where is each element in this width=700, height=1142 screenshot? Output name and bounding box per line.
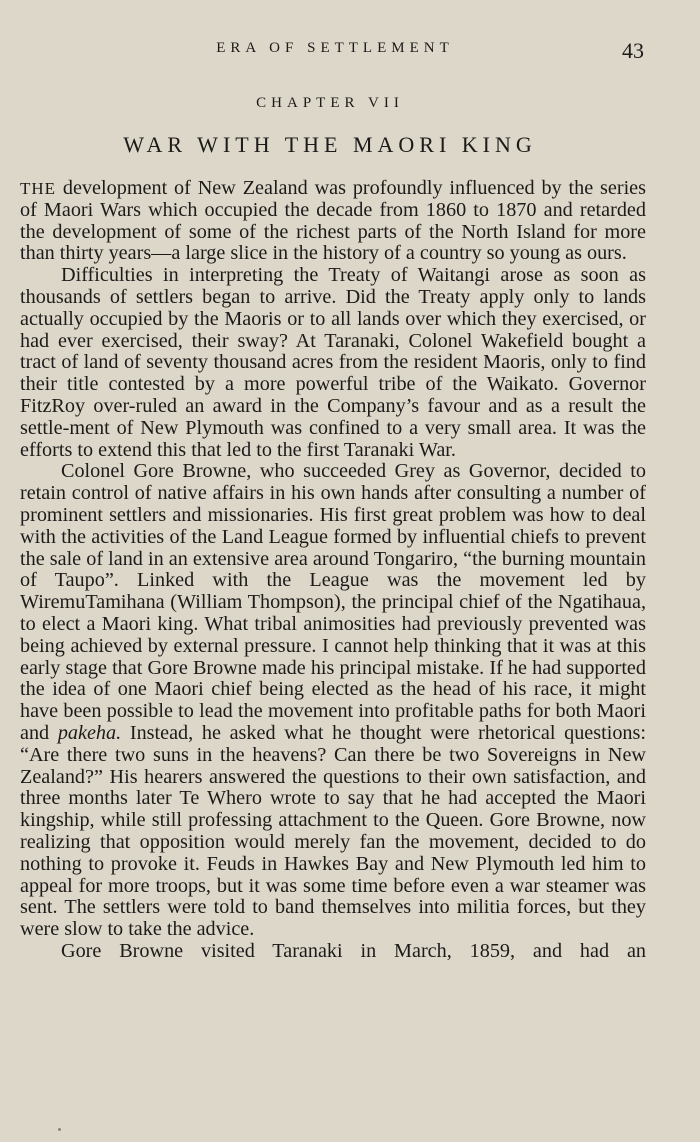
small-caps-lead: THE — [20, 179, 57, 198]
running-head — [0, 38, 700, 66]
paper-speck — [58, 1128, 61, 1131]
body-text — [20, 178, 646, 963]
paragraph-2: Difficulties in interpreting the Treaty of Waitangi arose as soon as thousands of settlers began to arrive. Did the Treaty apply only to lands actually occupied by the Maoris or to all lands over which they exercised, or had ever exercised, their sway? At Taranaki, Colonel Wakefield bought a tract of land of seventy thousand acres from the resident Maoris, only to find their title contested by a more powerful tribe of the Waikato. Governor FitzRoy over-ruled an award in the Company’s favour and as a result the settle-ment of New Plymouth was confined to a very small area. It was the efforts to extend this that led to the first Taranaki War. — [20, 264, 646, 461]
italic-word: pakeha. — [57, 721, 122, 744]
page-number: 43 — [622, 38, 644, 63]
paragraph-3-text-a: Colonel Gore Browne, who succeeded Grey as Governor, decided to retain control of native affairs in his own hands after consulting a number of prominent settlers and missionaries. His first great problem was how to deal with the activities of the Land League formed by influential chiefs to prevent the sale of land in an extensive area around Tongariro, “the burning mountain of Taupo”. Linked with the League was the movement led by WiremuTamihana (William Thompson), the principal chief of the Ngatihaua, to elect a Maori king. What tribal animosities had previously prevented was being achieved by external pressure. I cannot help thinking that it was at this early stage that Gore Browne made his principal mistake. If he had supported the idea of one Maori chief being elected as the head of his race, it might have been possible to lead the movement into profitable paths for both Maori and — [20, 460, 646, 744]
paragraph-3-text-b: Instead, he asked what he thought were rhetorical questions: “Are there two suns in the heavens? Can there be two Sovereigns in New Zealand?” His hearers answered the questions to their own satisfaction, and three months later Te Whero wrote to say that he had accepted the Maori kingship, while still professing attachment to the Queen. Gore Browne, now realizing that opposition would merely fan the movement, decided to do nothing to provoke it. Feuds in Hawkes Bay and New Plymouth led him to appeal for more troops, but it was some time before even a war steamer was sent. The settlers were told to band themselves into militia forces, but they were slow to take the advice. — [20, 721, 646, 941]
running-title: ERA OF SETTLEMENT — [216, 40, 454, 56]
paragraph-1 — [20, 178, 646, 265]
chapter-title: WAR WITH THE MAORI KING — [123, 132, 537, 157]
paragraph-4: Gore Browne visited Taranaki in March, 1859, and had an — [61, 939, 646, 962]
paragraph-1-text: development of New Zealand was profoundly influenced by the series of Maori Wars which occupied the decade from 1860 to 1870 and retarded the development of some of the richest parts of the North Island for more than thirty years—a large slice in the history of a country so young as ours. — [20, 177, 646, 265]
paragraph-3 — [20, 461, 646, 941]
chapter-label: CHAPTER VII — [256, 95, 404, 111]
